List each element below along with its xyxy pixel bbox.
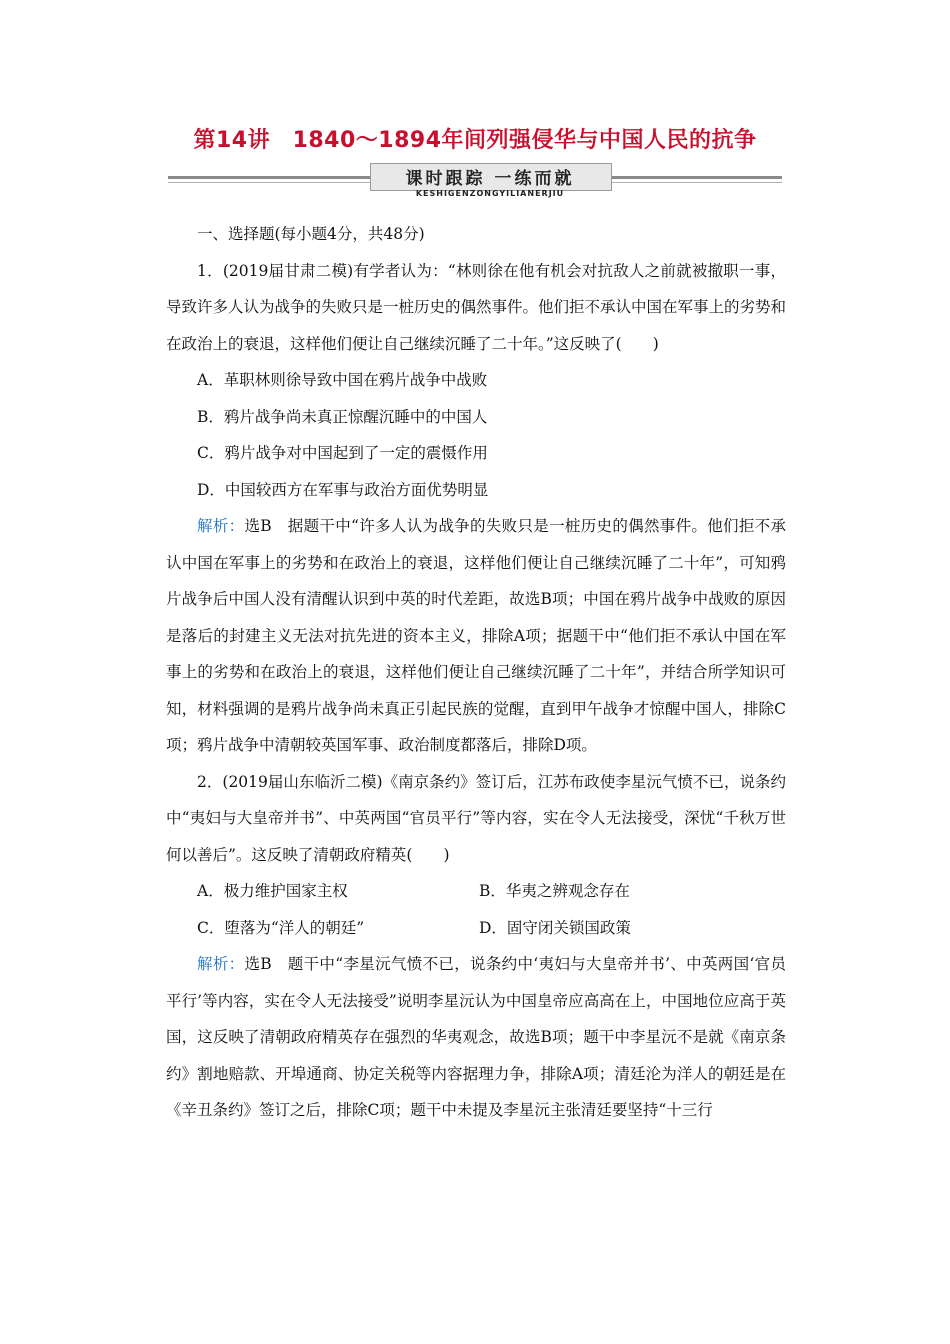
question-1-stem: 1．(2019届甘肃二模)有学者认为：“林则徐在他有机会对抗敌人之前就被撤职一事，导致许多人认为战争的失败只是一桩历史的偶然事件。他们拒不承认中国在军事上的劣势和在政治上的衰退，这样他们便让自己继续沉睡了二十年。”这反映了( ): [166, 261, 787, 353]
banner-label: 课时跟踪 一练而就: [405, 169, 575, 189]
explanation-label: 解析：: [197, 955, 245, 973]
question-1-explanation-text: 选B 据题干中“许多人认为战争的失败只是一桩历史的偶然事件。他们拒不承认中国在军事上的劣势和在政治上的衰退，这样他们便让自己继续沉睡了二十年”，可知鸦片战争后中国人没有清醒认识到中英的时代差距，故选B项；中国在鸦片战争中战败的原因是落后的封建主义无法对抗先进的资本主义，排除A项；据题干中“他们拒不承认中国在军事上的劣势和在政治上的衰退，这样他们便让自己继续沉睡了二十年”，并结合所学知识可知，材料强调的是鸦片战争尚未真正引起民族的觉醒，直到甲午战争才惊醒中国人，排除C项；鸦片战争中清朝较英国军事、政治制度都落后，排除D项。: [166, 517, 786, 754]
question-1-explanation: [166, 508, 786, 764]
question-1-option-b: B．鸦片战争尚未真正惊醒沉睡中的中国人: [197, 407, 488, 426]
question-2-explanation: [166, 946, 786, 1129]
question-1-option-c: C．鸦片战争对中国起到了一定的震慑作用: [197, 444, 488, 462]
banner-subtitle: KESHIGENZONGYILIANERJIU: [415, 189, 565, 198]
question-2-options-row-1: [166, 873, 786, 910]
question-1-option-d: D．中国较西方在军事与政治方面优势明显: [197, 480, 489, 499]
section-heading: 一、选择题(每小题4分，共48分): [197, 225, 425, 243]
question-2-options-row-2: [166, 910, 786, 947]
question-2-option-a: A．极力维护国家主权: [197, 882, 348, 900]
banner-rule-right-thin: [610, 182, 782, 183]
banner-rule-left-thin: [168, 182, 370, 183]
banner-rule-left: [168, 176, 370, 179]
section-banner: [168, 163, 782, 199]
question-2-option-b: B．华夷之辨观念存在: [479, 882, 630, 900]
question-2-stem: 2．(2019届山东临沂二模)《南京条约》签订后，江苏布政使李星沅气愤不已，说条约中“夷妇与大皇帝并书”、中英两国“官员平行”等内容，实在令人无法接受，深忧“千秋万世何以善后”。这反映了清朝政府精英( ): [166, 772, 786, 864]
page-title: 第14讲 1840～1894年间列强侵华与中国人民的抗争: [193, 128, 757, 153]
explanation-label: 解析：: [197, 517, 245, 535]
question-2-option-d: D．固守闭关锁国政策: [479, 918, 631, 937]
question-1-option-a: A．革职林则徐导致中国在鸦片战争中战败: [197, 371, 488, 389]
question-2-explanation-text: 选B 题干中“李星沅气愤不已，说条约中‘夷妇与大皇帝并书’、中英两国‘官员平行’等内容，实在令人无法接受”说明李星沅认为中国皇帝应高高在上，中国地位应高于英国，这反映了清朝政府精英存在强烈的华夷观念，故选B项；题干中李星沅不是就《南京条约》割地赔款、开埠通商、协定关税等内容据理力争，排除A项；清廷沦为洋人的朝廷是在《辛丑条约》签订之后，排除C项；题干中未提及李星沅主张清廷要坚持“十三行: [166, 955, 786, 1119]
question-2-option-c: C．堕落为“洋人的朝廷”: [197, 918, 365, 937]
document-body: [166, 216, 786, 1129]
banner-rule-right: [610, 176, 782, 179]
